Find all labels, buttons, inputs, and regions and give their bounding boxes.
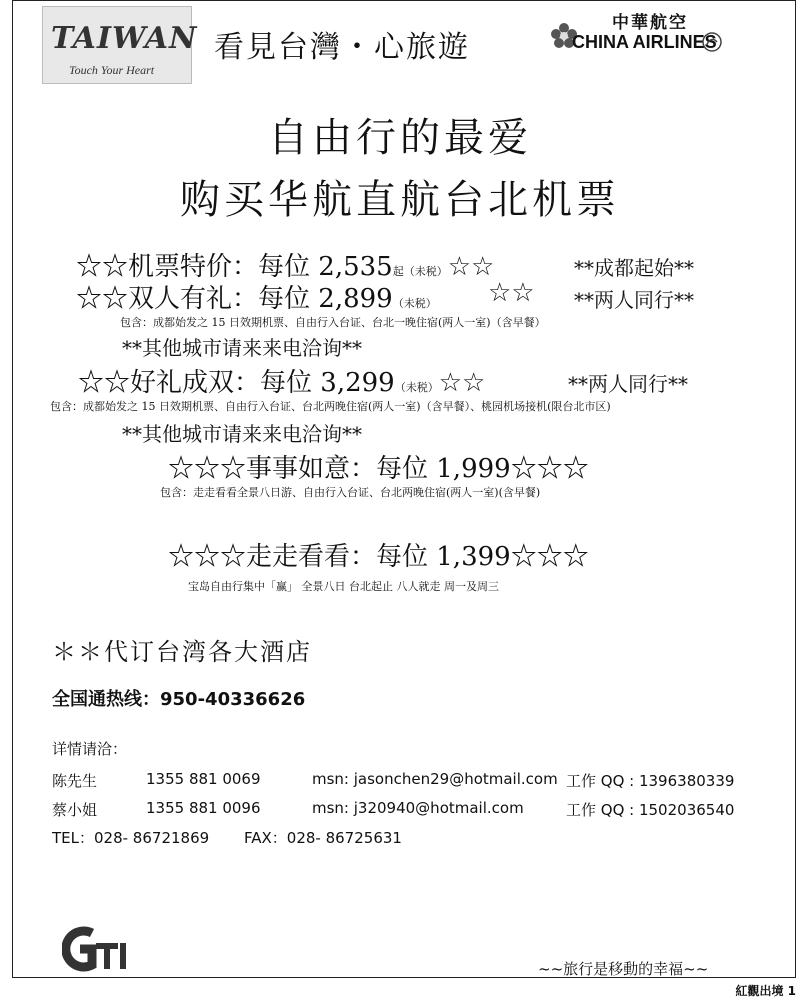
offer-2-stars-left: ☆☆ [76,284,129,314]
offer-1-stars-left: ☆☆ [76,252,129,282]
offer-3 [78,362,485,399]
offer-2-stars-right: ☆☆ [488,278,535,308]
offer-2-detail: 包含：成都始发之 15 日效期机票、自由行入台证、台北一晚住宿(两人一室)（含早餐） [120,316,546,329]
contact-phone: 1355 881 0069 [146,770,261,788]
taiwan-touch-your-heart-logo [42,6,198,84]
offer-5-detail: 宝岛自由行集中「赢」 全景八日 台北起止 八人就走 周一及周三 [188,580,499,593]
gti-logo [62,925,132,973]
taiwan-logo-word: TAIWAN [51,21,198,56]
offer-1-suffix: 起（未税） [392,265,448,278]
inquiry-note-1: **其他城市请来来电洽询** [122,336,362,360]
fax: FAX：028- 86725631 [244,829,402,847]
offer-4: ☆☆☆事事如意：每位 1,999☆☆☆ [168,454,589,484]
headline-line-1: 自由行的最爱 [268,115,532,161]
slogan: 看見台灣・心旅遊 [214,30,470,65]
contact-qq: 工作 QQ : 1396380339 [566,772,735,790]
offer-3-title: 好礼成双：每位 3,299 [130,368,395,398]
contact-msn: msn: j320940@hotmail.com [312,799,524,817]
offer-4-detail: 包含：走走看看全景八日游、自由行入台证、台北两晚住宿(两人一室)(含早餐) [160,486,541,499]
offer-3-tag: **两人同行** [568,372,688,396]
offer-1-tag: **成都起始** [574,256,694,280]
offer-3-detail: 包含：成都始发之 15 日效期机票、自由行入台证、台北两晚住宿(两人一室)（含早餐）、桃园机场接机(限台北市区) [50,400,611,413]
offer-3-stars-left: ☆☆ [78,368,131,398]
contact-heading: 详情请洽： [52,740,128,758]
offer-3-stars-right: ☆☆ [438,368,486,398]
contact-qq: 工作 QQ : 1502036540 [566,801,735,819]
taiwan-logo-subtitle: Touch Your Heart [69,63,155,77]
contact-phone: 1355 881 0096 [146,799,261,817]
contact-msn: msn: jasonchen29@hotmail.com [312,770,558,788]
footer-tagline: ~~旅行是移動的幸福~~ [538,960,709,978]
hotline: 全国通热线：950-40336626 [52,689,306,710]
telephone: TEL：028- 86721869 [52,829,210,847]
inquiry-note-2: **其他城市请来来电洽询** [122,422,362,446]
offer-2-tag: **两人同行** [574,288,694,312]
offer-1-stars-right: ☆☆ [447,252,495,282]
offer-3-suffix: （未税） [394,381,439,394]
china-airlines-logo [548,8,728,60]
contact-name: 蔡小姐 [52,801,98,819]
hotel-booking-note: ＊＊代订台湾各大酒店 [52,638,312,666]
airline-name-chinese: 中華航空 [612,13,688,33]
offer-1-title: 机票特价：每位 2,535 [128,252,393,282]
offer-2-suffix: （未税） [392,297,437,310]
offer-2 [76,278,437,315]
offer-2-title: 双人有礼：每位 2,899 [128,284,393,314]
seal-icon [702,32,722,52]
page-label: 紅觀出境 1 [735,984,796,998]
contact-name: 陈先生 [52,772,98,790]
headline-line-2: 购买华航直航台北机票 [180,177,620,223]
airline-name-english: CHINA AIRLINES [572,32,717,52]
offer-5: ☆☆☆走走看看：每位 1,399☆☆☆ [168,542,589,572]
